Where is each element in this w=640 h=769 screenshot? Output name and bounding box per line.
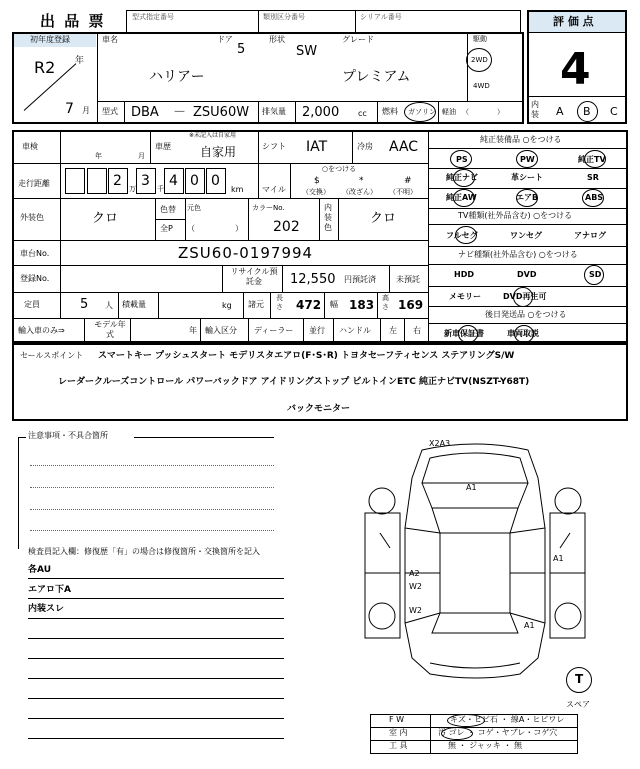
- mileage-digit-2: 3: [141, 173, 150, 189]
- drive-4wd: 4WD: [473, 82, 490, 90]
- fw-condition: キズ・ヒビ石 ・ 線A・ヒビワレ: [450, 715, 565, 724]
- fuel-circle: [404, 102, 436, 122]
- equip-navi: 純正ナビ: [446, 173, 478, 182]
- selected-grade-circle: [577, 101, 598, 122]
- first-registration-label: 初年度登録: [30, 35, 70, 44]
- shift-type: IAT: [306, 139, 328, 155]
- drive-2wd-circle: [466, 48, 492, 72]
- sales-point-line-3: バックモニター: [287, 404, 351, 414]
- type-designation-field: [126, 10, 521, 33]
- door-count: 5: [237, 42, 246, 57]
- dimension-height: 169: [398, 298, 424, 312]
- dimension-width: 183: [349, 298, 375, 312]
- equip-airbag: エアB: [516, 193, 539, 202]
- body-shape: SW: [296, 44, 318, 59]
- page-title: 出 品 票: [40, 12, 106, 30]
- navi-sd: SD: [589, 270, 602, 279]
- ac-type: AAC: [389, 139, 419, 155]
- inspector-title: 検査員記入欄：修復歴「有」の場合は修復箇所・交換箇所を記入: [28, 547, 260, 556]
- dimension-length: 472: [296, 298, 322, 312]
- sales-point-line-2: レーダークルーズコントロール パワーバックドア アイドリングストップ ビルトインETC 純正ナビTV(NSZT-Y68T): [58, 377, 530, 387]
- exterior-color: クロ: [92, 211, 119, 226]
- mileage-digit-3: 4: [169, 173, 178, 189]
- interior-grade-b: B: [583, 105, 591, 118]
- color-number: 202: [273, 219, 300, 235]
- tv-fullseg: フルセグ: [446, 231, 478, 240]
- score-label: 評 価 点: [553, 15, 594, 28]
- mileage-digit-4: 0: [190, 173, 199, 189]
- diagram-mark-left-door-w: W2: [409, 582, 422, 591]
- fuel-gasoline: ガソリン: [408, 108, 436, 116]
- mileage-digit-5: 0: [211, 173, 220, 189]
- inspector-line-1: 各AU: [28, 565, 51, 575]
- grade-name: プレミアム: [342, 69, 411, 85]
- interior-condition: 汚 ゴレ ・ コゲ・ヤブレ・コゲ穴: [438, 728, 558, 737]
- interior-color: クロ: [370, 211, 397, 226]
- interior-label: 内装: [531, 100, 539, 119]
- sales-point-line-1: スマートキー プッシュスタート モデリスタエアロ(F･S･R) トヨタセーフティセンス ステアリングS/W: [98, 351, 515, 361]
- equip-abs: ABS: [585, 193, 604, 202]
- diagram-mark-right-rear: A1: [524, 621, 535, 630]
- capacity: 5: [80, 297, 89, 312]
- drive-2wd: 2WD: [471, 56, 488, 64]
- interior-grade-a: A: [556, 105, 564, 118]
- vehicle-history: 自家用: [200, 145, 237, 159]
- equip-pw: PW: [520, 155, 535, 164]
- diagram-mark-left-door: A2: [409, 569, 420, 578]
- registration-month: 7: [65, 101, 74, 117]
- later-warranty: 新車保証書: [444, 329, 484, 338]
- diagram-mark-front: X2A3: [429, 439, 451, 448]
- equip-aw: 純正AW: [446, 193, 477, 202]
- navi-dvd-play: DVD再生可: [503, 292, 547, 301]
- car-name: ハリアー: [149, 69, 205, 85]
- equip-ps: PS: [456, 155, 468, 164]
- inspector-line-3: 内装スレ: [28, 604, 65, 614]
- inspector-line-2: エアロ下A: [28, 585, 71, 595]
- chassis-number: ZSU60-0197994: [178, 244, 314, 262]
- equip-tv: 純正TV: [578, 155, 606, 164]
- model-prefix: DBA: [131, 105, 159, 120]
- car-name-label: 車名: [102, 35, 118, 44]
- serial-label: シリアル番号: [360, 13, 402, 21]
- recycle-amount: 12,550: [290, 272, 336, 287]
- registration-era-year: R2: [34, 58, 56, 77]
- diagram-mark-right-front: A1: [553, 554, 564, 563]
- mileage-digit-1: 2: [113, 173, 122, 189]
- category-label: 類別区分番号: [263, 13, 305, 21]
- diagram-mark-left-rear: W2: [409, 606, 422, 615]
- model-code: ZSU60W: [193, 105, 250, 120]
- diagram-mark-hood: A1: [466, 483, 477, 492]
- tools-condition: 無 ・ ジャッキ ・ 無: [448, 741, 523, 750]
- score-value: 4: [560, 44, 591, 95]
- displacement: 2,000: [302, 105, 340, 120]
- type-designation-label: 型式指定番号: [132, 13, 174, 21]
- spare-type: T: [575, 672, 584, 686]
- later-manual: 車両取説: [507, 329, 539, 338]
- interior-grade-c: C: [610, 105, 618, 118]
